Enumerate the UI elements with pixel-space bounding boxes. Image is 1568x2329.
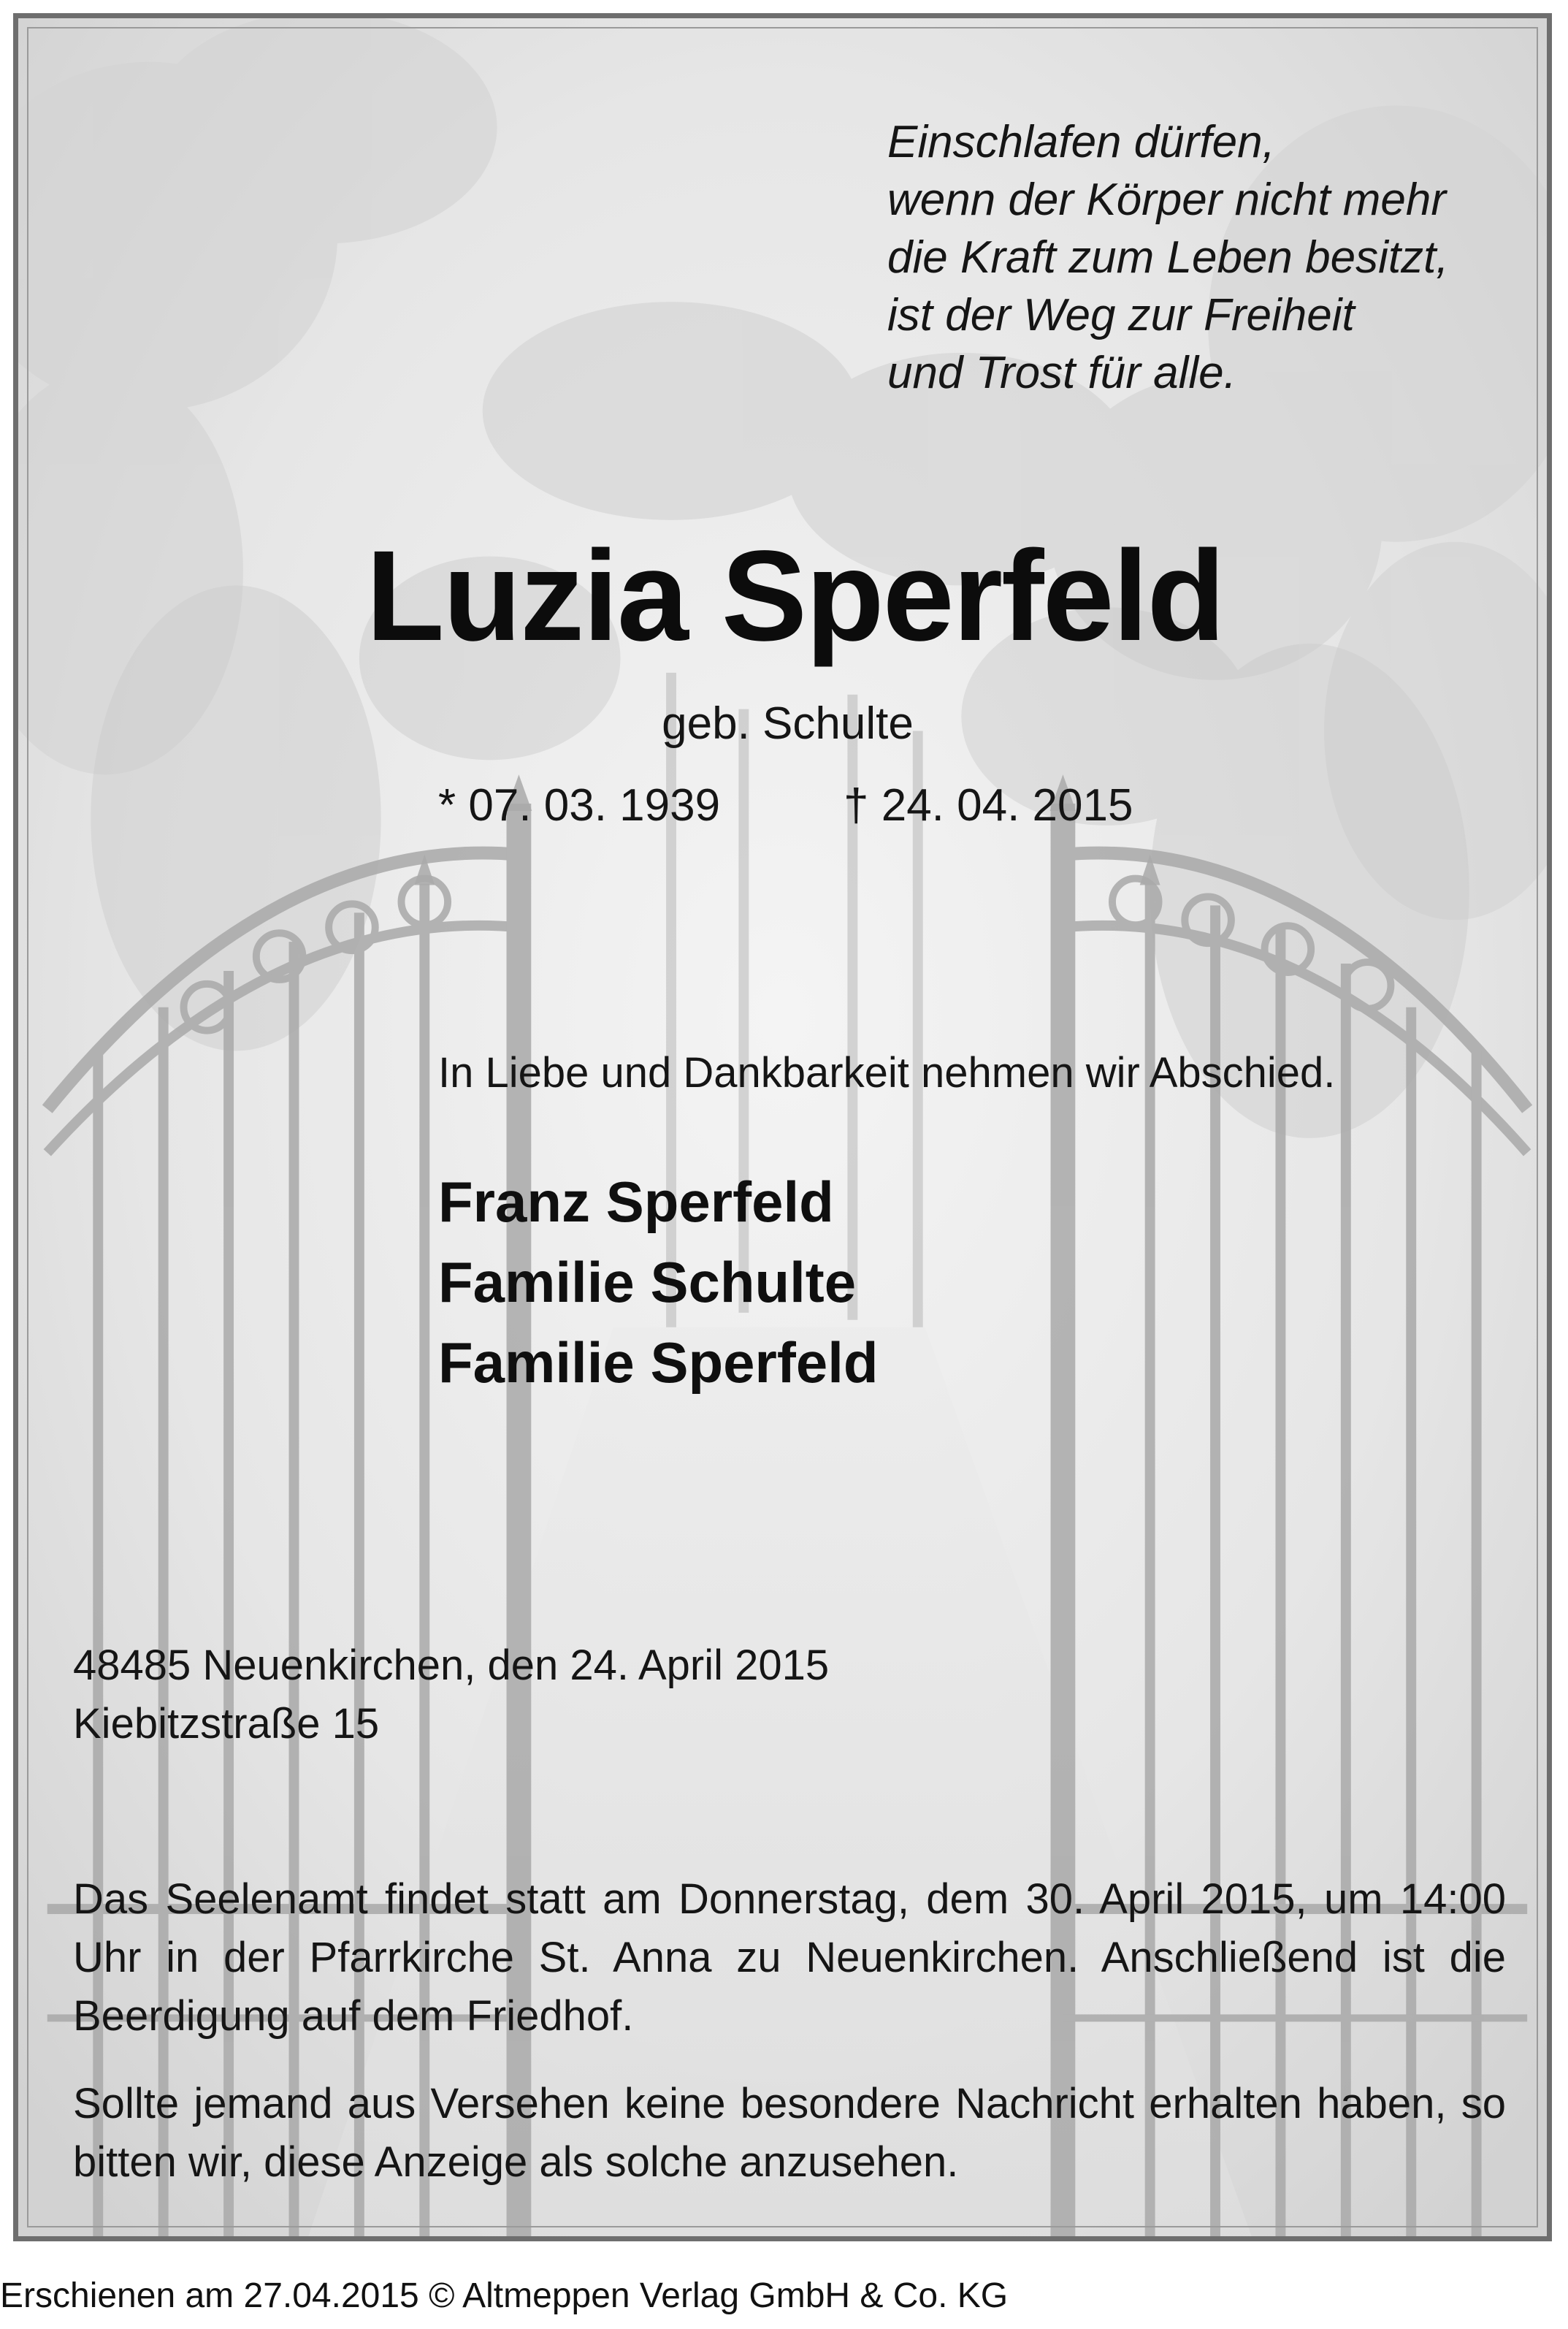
poem-line: und Trost für alle.: [887, 348, 1236, 398]
mourners-list: [438, 1162, 879, 1403]
mourner-name: Franz Sperfeld: [438, 1170, 834, 1234]
farewell-text: In Liebe und Dankbarkeit nehmen wir Abschied.: [438, 1049, 1336, 1097]
street-address: Kiebitzstraße 15: [73, 1700, 380, 1747]
poem-line: die Kraft zum Leben besitzt,: [887, 232, 1449, 283]
address-block: [73, 1636, 829, 1753]
death-date: † 24. 04. 2015: [844, 780, 1133, 831]
poem-line: ist der Weg zur Freiheit: [887, 290, 1355, 340]
service-info: Das Seelenamt findet statt am Donnerstag, dem 30. April 2015, um 14:00 Uhr in der Pfarrkirche St. Anna zu Neuenkirchen. Anschließend ist die Beerdigung auf dem Friedhof.: [73, 1875, 1506, 2040]
poem-line: Einschlafen dürfen,: [887, 117, 1275, 167]
poem: [887, 113, 1449, 402]
birth-date: * 07. 03. 1939: [438, 780, 721, 831]
place-date: 48485 Neuenkirchen, den 24. April 2015: [73, 1642, 830, 1689]
obituary-card: [13, 13, 1552, 2241]
notice-text: Sollte jemand aus Versehen keine besondere Nachricht erhalten haben, so bitten wir, diese Anzeige als solche anzusehen.: [73, 2080, 1506, 2186]
publication-footer: Erschienen am 27.04.2015 © Altmeppen Verlag GmbH & Co. KG: [0, 2276, 1009, 2315]
poem-line: wenn der Körper nicht mehr: [887, 175, 1447, 225]
deceased-name: Luzia Sperfeld: [366, 525, 1224, 668]
mourner-name: Familie Schulte: [438, 1250, 857, 1314]
birth-name: geb. Schulte: [662, 698, 914, 749]
mourner-name: Familie Sperfeld: [438, 1330, 879, 1395]
